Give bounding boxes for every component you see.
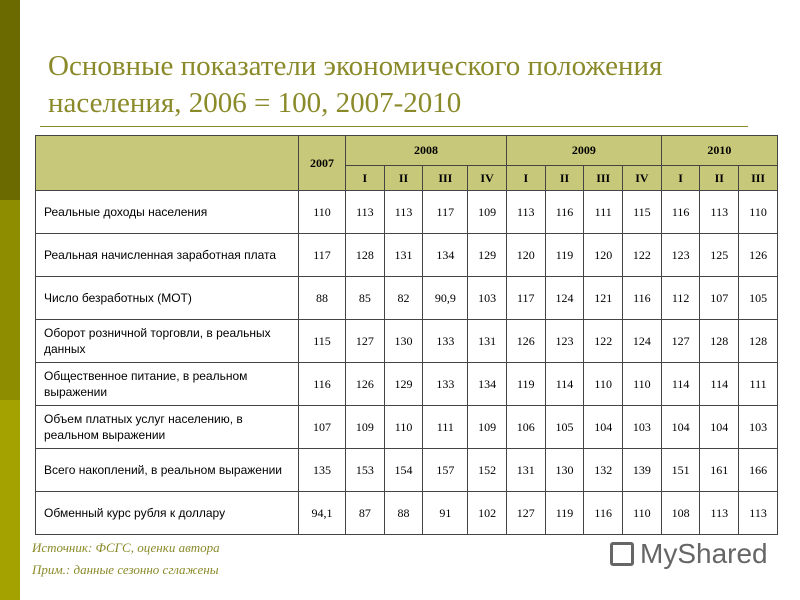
- value-cell: 123: [545, 320, 584, 363]
- value-cell: 117: [423, 191, 468, 234]
- value-cell: 126: [506, 320, 545, 363]
- value-cell: 124: [545, 277, 584, 320]
- value-cell: 127: [661, 320, 700, 363]
- value-cell: 128: [346, 234, 385, 277]
- value-cell: 110: [623, 363, 662, 406]
- value-cell: 107: [700, 277, 739, 320]
- row-label: Число безработных (МОТ): [36, 277, 299, 320]
- value-cell: 130: [545, 449, 584, 492]
- value-cell: 124: [623, 320, 662, 363]
- header-quarter: II: [545, 166, 584, 191]
- value-cell: 113: [739, 492, 778, 535]
- value-cell: 94,1: [299, 492, 346, 535]
- value-cell: 116: [661, 191, 700, 234]
- value-cell: 116: [623, 277, 662, 320]
- value-cell: 131: [468, 320, 507, 363]
- value-cell: 119: [545, 234, 584, 277]
- value-cell: 109: [468, 191, 507, 234]
- value-cell: 133: [423, 363, 468, 406]
- value-cell: 107: [299, 406, 346, 449]
- header-2007: 2007: [299, 136, 346, 191]
- value-cell: 157: [423, 449, 468, 492]
- value-cell: 128: [700, 320, 739, 363]
- value-cell: 114: [700, 363, 739, 406]
- value-cell: 103: [739, 406, 778, 449]
- row-label: Общественное питание, в реальном выражении: [36, 363, 299, 406]
- value-cell: 113: [700, 492, 739, 535]
- value-cell: 104: [661, 406, 700, 449]
- value-cell: 88: [299, 277, 346, 320]
- header-quarter: I: [661, 166, 700, 191]
- value-cell: 112: [661, 277, 700, 320]
- header-year: 2009: [506, 136, 661, 166]
- value-cell: 127: [346, 320, 385, 363]
- value-cell: 135: [299, 449, 346, 492]
- value-cell: 139: [623, 449, 662, 492]
- header-quarter: II: [700, 166, 739, 191]
- value-cell: 151: [661, 449, 700, 492]
- row-label: Реальная начисленная заработная плата: [36, 234, 299, 277]
- table-row: [36, 363, 778, 406]
- value-cell: 102: [468, 492, 507, 535]
- accent-bar: [0, 400, 20, 600]
- value-cell: 91: [423, 492, 468, 535]
- value-cell: 103: [623, 406, 662, 449]
- value-cell: 113: [384, 191, 423, 234]
- value-cell: 114: [661, 363, 700, 406]
- row-label: Всего накоплений, в реальном выражении: [36, 449, 299, 492]
- value-cell: 131: [384, 234, 423, 277]
- value-cell: 126: [346, 363, 385, 406]
- table-row: [36, 277, 778, 320]
- value-cell: 103: [468, 277, 507, 320]
- value-cell: 128: [739, 320, 778, 363]
- value-cell: 115: [623, 191, 662, 234]
- value-cell: 88: [384, 492, 423, 535]
- value-cell: 105: [545, 406, 584, 449]
- value-cell: 110: [623, 492, 662, 535]
- slide-title: Основные показатели экономического положения населения, 2006 = 100, 2007-2010: [48, 50, 663, 119]
- value-cell: 114: [545, 363, 584, 406]
- header-quarter: I: [506, 166, 545, 191]
- value-cell: 130: [384, 320, 423, 363]
- watermark-logo: [610, 538, 768, 570]
- header-quarter: III: [423, 166, 468, 191]
- value-cell: 131: [506, 449, 545, 492]
- header-blank: [36, 136, 299, 191]
- table-row: [36, 320, 778, 363]
- value-cell: 166: [739, 449, 778, 492]
- accent-bar: [0, 0, 20, 200]
- value-cell: 104: [700, 406, 739, 449]
- header-year: 2008: [346, 136, 507, 166]
- table-row: [36, 191, 778, 234]
- value-cell: 127: [506, 492, 545, 535]
- value-cell: 109: [346, 406, 385, 449]
- header-quarter: IV: [468, 166, 507, 191]
- value-cell: 117: [506, 277, 545, 320]
- value-cell: 134: [423, 234, 468, 277]
- value-cell: 110: [739, 191, 778, 234]
- value-cell: 119: [545, 492, 584, 535]
- value-cell: 115: [299, 320, 346, 363]
- source-note: Источник: ФСГС, оценки автора: [32, 540, 220, 555]
- value-cell: 82: [384, 277, 423, 320]
- row-label: Оборот розничной торговли, в реальных данных: [36, 320, 299, 363]
- value-cell: 129: [468, 234, 507, 277]
- value-cell: 116: [299, 363, 346, 406]
- row-label: Объем платных услуг населению, в реальном выражении: [36, 406, 299, 449]
- header-quarter: III: [739, 166, 778, 191]
- value-cell: 111: [584, 191, 623, 234]
- value-cell: 116: [545, 191, 584, 234]
- value-cell: 153: [346, 449, 385, 492]
- value-cell: 87: [346, 492, 385, 535]
- value-cell: 111: [423, 406, 468, 449]
- table-row: [36, 406, 778, 449]
- value-cell: 113: [700, 191, 739, 234]
- value-cell: 104: [584, 406, 623, 449]
- value-cell: 120: [506, 234, 545, 277]
- value-cell: 85: [346, 277, 385, 320]
- table-row: [36, 449, 778, 492]
- accent-bar: [0, 200, 20, 400]
- value-cell: 154: [384, 449, 423, 492]
- value-cell: 105: [739, 277, 778, 320]
- value-cell: 109: [468, 406, 507, 449]
- value-cell: 122: [584, 320, 623, 363]
- value-cell: 110: [584, 363, 623, 406]
- value-cell: 119: [506, 363, 545, 406]
- title-divider: [40, 126, 748, 127]
- table-row: [36, 234, 778, 277]
- indicators-table: [35, 135, 778, 535]
- header-quarter: I: [346, 166, 385, 191]
- value-cell: 133: [423, 320, 468, 363]
- row-label: Обменный курс рубля к доллару: [36, 492, 299, 535]
- value-cell: 121: [584, 277, 623, 320]
- value-cell: 117: [299, 234, 346, 277]
- value-cell: 125: [700, 234, 739, 277]
- value-cell: 90,9: [423, 277, 468, 320]
- value-cell: 132: [584, 449, 623, 492]
- header-quarter: III: [584, 166, 623, 191]
- value-cell: 120: [584, 234, 623, 277]
- presentation-icon: [610, 542, 634, 566]
- value-cell: 111: [739, 363, 778, 406]
- smoothing-note: Прим.: данные сезонно сглажены: [32, 562, 219, 577]
- value-cell: 123: [661, 234, 700, 277]
- value-cell: 126: [739, 234, 778, 277]
- value-cell: 113: [346, 191, 385, 234]
- header-quarter: IV: [623, 166, 662, 191]
- value-cell: 129: [384, 363, 423, 406]
- value-cell: 106: [506, 406, 545, 449]
- watermark-text: MyShared: [640, 538, 768, 569]
- header-year: 2010: [661, 136, 777, 166]
- table-row: [36, 492, 778, 535]
- header-quarter: II: [384, 166, 423, 191]
- value-cell: 122: [623, 234, 662, 277]
- value-cell: 116: [584, 492, 623, 535]
- value-cell: 110: [384, 406, 423, 449]
- value-cell: 134: [468, 363, 507, 406]
- value-cell: 152: [468, 449, 507, 492]
- value-cell: 161: [700, 449, 739, 492]
- value-cell: 110: [299, 191, 346, 234]
- row-label: Реальные доходы населения: [36, 191, 299, 234]
- value-cell: 108: [661, 492, 700, 535]
- value-cell: 113: [506, 191, 545, 234]
